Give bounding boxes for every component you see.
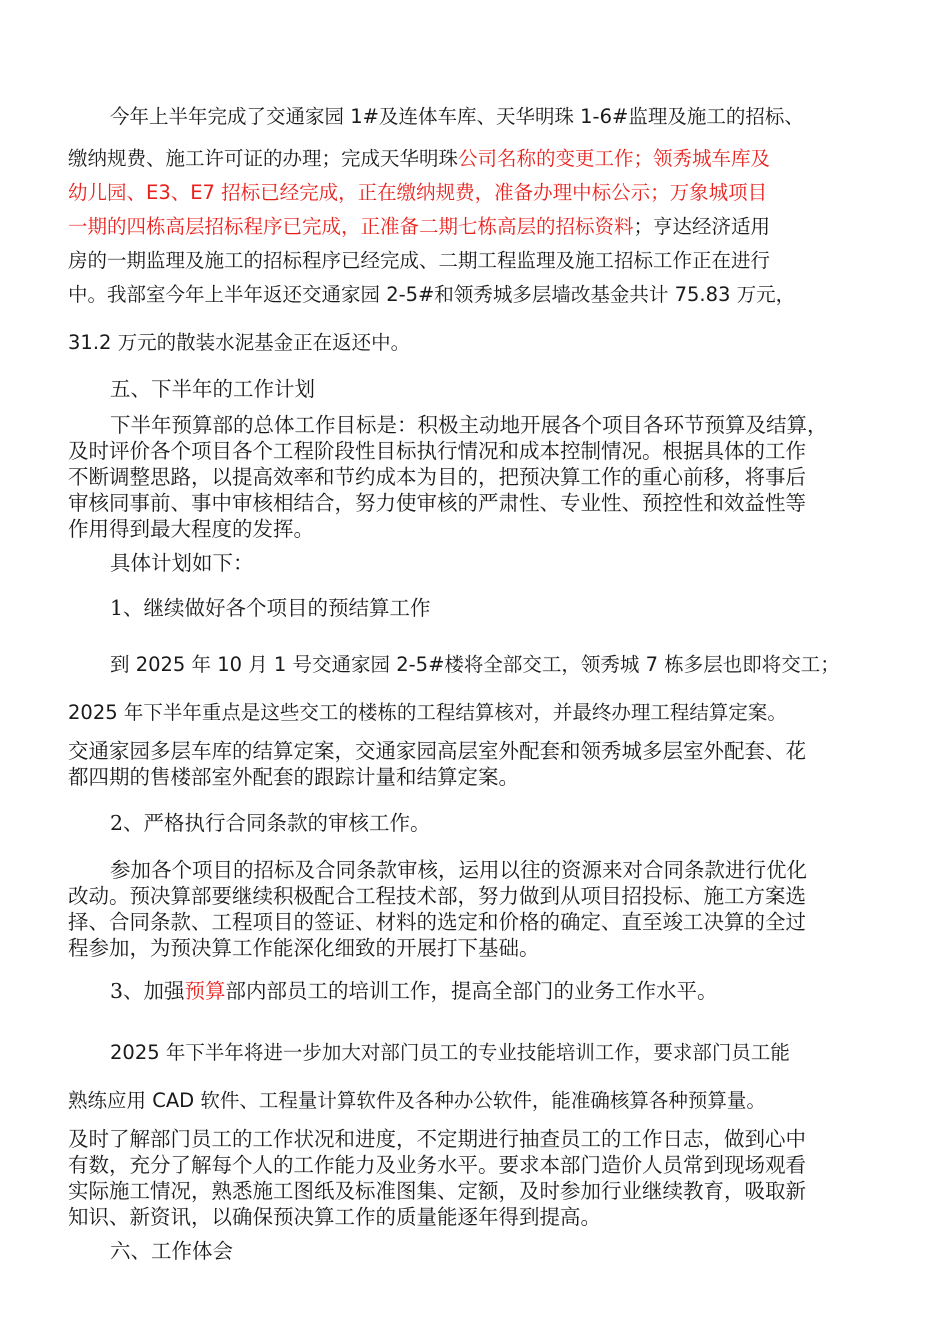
subsection-heading: 2、严格执行合同条款的审核工作。 <box>110 811 431 835</box>
highlighted-text: 预算 <box>184 979 226 1003</box>
text-line: 中。我部室今年上半年返还交通家园 2-5#和领秀城多层墙改基金共计 75.83 万元， <box>68 283 796 306</box>
text-line: 改动。预决算部要继续积极配合工程技术部，努力做到从项目招投标、施工方案选 <box>68 884 806 908</box>
text-line: 到 2025 年 10 月 1 号交通家园 2-5#楼将全部交工，领秀城 7 栋多层也即将交工； <box>110 653 840 676</box>
highlighted-text: 一期的四栋高层招标程序已完成，正准备二期七栋高层的招标资料 <box>68 215 634 238</box>
text-line: 实际施工情况，熟悉施工图纸及标准图集、定额，及时参加行业继续教育，吸取新 <box>68 1179 806 1203</box>
text-line: 31.2 万元的散装水泥基金正在返还中。 <box>68 331 411 354</box>
text-line: 2025 年下半年将进一步加大对部门员工的专业技能培训工作，要求部门员工能 <box>110 1041 790 1064</box>
text-line: 2025 年下半年重点是这些交工的楼栋的工程结算核对，并最终办理工程结算定案。 <box>68 701 787 724</box>
text-line: 下半年预算部的总体工作目标是：积极主动地开展各个项目各环节预算及结算， <box>110 413 828 437</box>
text-line: 参加各个项目的招标及合同条款审核，运用以往的资源来对合同条款进行优化 <box>110 858 807 882</box>
text-line: 有数，充分了解每个人的工作能力及业务水平。要求本部门造价人员常到现场观看 <box>68 1153 806 1177</box>
text-line: 程参加，为预决算工作能深化细致的开展打下基础。 <box>68 936 540 960</box>
text-line: 交通家园多层车库的结算定案，交通家园高层室外配套和领秀城多层室外配套、花 <box>68 739 806 763</box>
highlighted-text: 公司名称的变更工作；领秀城车库及 <box>458 147 771 170</box>
text-line: 熟练应用 CAD 软件、工程量计算软件及各种办公软件，能准确核算各种预算量。 <box>68 1089 766 1112</box>
text-line: 今年上半年完成了交通家园 1#及连体车库、天华明珠 1-6#监理及施工的招标、 <box>110 105 804 128</box>
text-line: 作用得到最大程度的发挥。 <box>68 517 314 541</box>
highlighted-text: 幼儿园、E3、E7 招标已经完成，正在缴纳规费，准备办理中标公示；万象城项目 <box>68 181 768 204</box>
text-line: 房的一期监理及施工的招标程序已经完成、二期工程监理及施工招标工作正在进行 <box>68 249 771 272</box>
text-line: 审核同事前、事中审核相结合，努力使审核的严肃性、专业性、预控性和效益性等 <box>68 491 806 515</box>
text-line: 都四期的售楼部室外配套的跟踪计量和结算定案。 <box>68 765 519 789</box>
subsection-heading: 1、继续做好各个项目的预结算工作 <box>110 596 431 620</box>
text-line: 具体计划如下： <box>110 551 254 575</box>
text-line: 一期的四栋高层招标程序已完成，正准备二期七栋高层的招标资料；亨达经济适用 <box>68 215 771 238</box>
section-heading: 五、下半年的工作计划 <box>110 377 315 401</box>
text-line: 缴纳规费、施工许可证的办理；完成天华明珠公司名称的变更工作；领秀城车库及 <box>68 147 771 170</box>
text-line: 及时评价各个项目各个工程阶段性目标执行情况和成本控制情况。根据具体的工作 <box>68 439 806 463</box>
subsection-heading: 3、加强预算部内部员工的培训工作，提高全部门的业务工作水平。 <box>110 979 718 1003</box>
section-heading: 六、工作体会 <box>110 1239 233 1263</box>
text-line: 及时了解部门员工的工作状况和进度，不定期进行抽查员工的工作日志，做到心中 <box>68 1127 806 1151</box>
text-line: 不断调整思路，以提高效率和节约成本为目的，把预决算工作的重心前移，将事后 <box>68 465 806 489</box>
text-line: 择、合同条款、工程项目的签证、材料的选定和价格的确定、直至竣工决算的全过 <box>68 910 806 934</box>
text-line: 知识、新资讯，以确保预决算工作的质量能逐年得到提高。 <box>68 1205 601 1229</box>
text-line <box>68 180 767 206</box>
